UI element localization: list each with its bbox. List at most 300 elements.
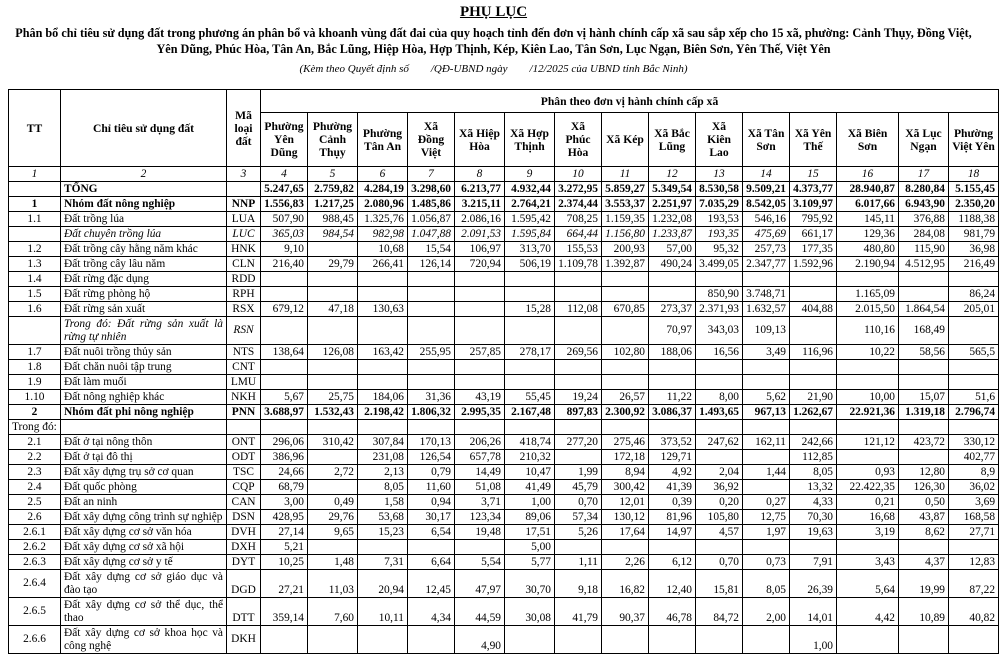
value-cell: 129,36 [837, 227, 899, 242]
row-land-code [227, 182, 261, 197]
row-land-code: DKH [227, 626, 261, 654]
value-cell: 12,80 [899, 465, 949, 480]
value-cell: 28.940,87 [837, 182, 899, 197]
value-cell: 981,79 [949, 227, 999, 242]
value-cell: 15,28 [505, 302, 555, 317]
value-cell: 418,74 [505, 435, 555, 450]
value-cell: 3,43 [837, 555, 899, 570]
value-cell: 404,88 [790, 302, 837, 317]
table-row [9, 375, 999, 390]
row-tt: 2.3 [9, 465, 61, 480]
value-cell: 4.512,95 [899, 257, 949, 272]
value-cell [743, 450, 790, 465]
value-cell: 277,20 [555, 435, 602, 450]
value-cell: 795,92 [790, 212, 837, 227]
value-cell [949, 375, 999, 390]
header-unit: Xã Kép [602, 113, 649, 167]
row-land-code: CAN [227, 495, 261, 510]
value-cell: 0,94 [408, 495, 455, 510]
row-tt: 1.3 [9, 257, 61, 272]
value-cell: 1.165,09 [837, 287, 899, 302]
row-land-code: PNN [227, 405, 261, 420]
value-cell [308, 480, 358, 495]
value-cell: 29,76 [308, 510, 358, 525]
row-indicator: Đất xây dựng cơ sở khoa học và công nghệ [61, 626, 227, 654]
value-cell: 257,73 [743, 242, 790, 257]
value-cell: 112,08 [555, 302, 602, 317]
value-cell [408, 540, 455, 555]
row-indicator: Đất trồng cây lâu năm [61, 257, 227, 272]
value-cell [837, 420, 899, 435]
value-cell [261, 317, 308, 345]
index-cell: 17 [899, 167, 949, 182]
value-cell: 6,54 [408, 525, 455, 540]
value-cell: 313,70 [505, 242, 555, 257]
index-cell: 8 [455, 167, 505, 182]
index-cell: 14 [743, 167, 790, 182]
value-cell: 112,85 [790, 450, 837, 465]
value-cell: 679,12 [261, 302, 308, 317]
value-cell: 163,42 [358, 345, 408, 360]
value-cell [949, 272, 999, 287]
value-cell: 2,00 [743, 598, 790, 626]
value-cell: 3.109,97 [790, 197, 837, 212]
row-indicator: Đất làm muối [61, 375, 227, 390]
header-unit: Xã Lục Ngạn [899, 113, 949, 167]
value-cell: 89,06 [505, 510, 555, 525]
value-cell [649, 287, 696, 302]
value-cell: 3.215,11 [455, 197, 505, 212]
value-cell [790, 287, 837, 302]
value-cell: 10,89 [899, 598, 949, 626]
value-cell: 5.859,27 [602, 182, 649, 197]
value-cell: 4,90 [455, 626, 505, 654]
value-cell [790, 272, 837, 287]
value-cell: 84,72 [696, 598, 743, 626]
value-cell: 168,58 [949, 510, 999, 525]
row-tt: 1.1 [9, 212, 61, 227]
value-cell: 8.530,58 [696, 182, 743, 197]
value-cell: 2.190,94 [837, 257, 899, 272]
header-unit: Phường Tân An [358, 113, 408, 167]
value-cell: 300,42 [602, 480, 649, 495]
value-cell: 1.159,35 [602, 212, 649, 227]
value-cell: 1.493,65 [696, 405, 743, 420]
value-cell: 988,45 [308, 212, 358, 227]
row-tt: 2.2 [9, 450, 61, 465]
value-cell [649, 360, 696, 375]
row-indicator: Đất trồng cây hằng năm khác [61, 242, 227, 257]
value-cell: 7.035,29 [696, 197, 743, 212]
value-cell: 3,69 [949, 495, 999, 510]
value-cell: 3,19 [837, 525, 899, 540]
value-cell [790, 360, 837, 375]
value-cell: 1.595,84 [505, 227, 555, 242]
value-cell [837, 375, 899, 390]
value-cell: 10,68 [358, 242, 408, 257]
value-cell [899, 540, 949, 555]
value-cell: 275,46 [602, 435, 649, 450]
value-cell [837, 272, 899, 287]
value-cell: 2.167,48 [505, 405, 555, 420]
value-cell: 1.485,86 [408, 197, 455, 212]
row-indicator: Đất xây dựng cơ sở y tế [61, 555, 227, 570]
value-cell [649, 375, 696, 390]
value-cell: 5,64 [837, 570, 899, 598]
value-cell: 116,96 [790, 345, 837, 360]
value-cell: 365,03 [261, 227, 308, 242]
row-land-code: ODT [227, 450, 261, 465]
table-row [9, 345, 999, 360]
value-cell: 20,94 [358, 570, 408, 598]
table-row [9, 197, 999, 212]
row-indicator: Trong đó: Đất rừng sản xuất là rừng tự nhiên [61, 317, 227, 345]
value-cell [837, 450, 899, 465]
value-cell: 36,92 [696, 480, 743, 495]
value-cell [455, 540, 505, 555]
value-cell: 242,66 [790, 435, 837, 450]
value-cell [455, 375, 505, 390]
value-cell: 2.796,74 [949, 405, 999, 420]
value-cell: 231,08 [358, 450, 408, 465]
table-row [9, 257, 999, 272]
value-cell: 12,01 [602, 495, 649, 510]
value-cell: 4.284,19 [358, 182, 408, 197]
value-cell: 12,45 [408, 570, 455, 598]
value-cell: 3,49 [743, 345, 790, 360]
table-row [9, 182, 999, 197]
value-cell [261, 420, 308, 435]
document-title: PHỤ LỤC [459, 4, 528, 20]
value-cell: 1,58 [358, 495, 408, 510]
table-row [9, 287, 999, 302]
value-cell: 2.374,44 [555, 197, 602, 212]
value-cell: 4,33 [790, 495, 837, 510]
row-indicator: Đất xây dựng cơ sở văn hóa [61, 525, 227, 540]
value-cell: 86,24 [949, 287, 999, 302]
row-tt: 1 [9, 197, 61, 212]
value-cell: 1.262,67 [790, 405, 837, 420]
value-cell [408, 317, 455, 345]
value-cell: 1,48 [308, 555, 358, 570]
header-code: Mã loại đất [227, 90, 261, 167]
value-cell: 41,49 [505, 480, 555, 495]
value-cell: 2.350,20 [949, 197, 999, 212]
value-cell [555, 420, 602, 435]
value-cell: 3.553,37 [602, 197, 649, 212]
value-cell: 53,68 [358, 510, 408, 525]
value-cell [696, 450, 743, 465]
value-cell: 0,49 [308, 495, 358, 510]
value-cell: 138,64 [261, 345, 308, 360]
table-row [9, 450, 999, 465]
value-cell [408, 360, 455, 375]
value-cell: 8.542,05 [743, 197, 790, 212]
index-cell: 9 [505, 167, 555, 182]
value-cell [308, 287, 358, 302]
header-unit: Xã Phúc Hòa [555, 113, 602, 167]
value-cell [555, 360, 602, 375]
value-cell [505, 317, 555, 345]
header-row-group [9, 90, 999, 113]
value-cell [308, 540, 358, 555]
value-cell: 193,35 [696, 227, 743, 242]
value-cell: 145,11 [837, 212, 899, 227]
value-cell: 19,63 [790, 525, 837, 540]
value-cell: 16,56 [696, 345, 743, 360]
table-row [9, 570, 999, 598]
index-cell: 16 [837, 167, 899, 182]
value-cell [649, 626, 696, 654]
value-cell [505, 360, 555, 375]
value-cell: 8.280,84 [899, 182, 949, 197]
header-unit: Xã Hợp Thịnh [505, 113, 555, 167]
value-cell: 373,52 [649, 435, 696, 450]
value-cell: 307,84 [358, 435, 408, 450]
document-subtitle: Phân bổ chỉ tiêu sử dụng đất trong phương án phân bổ và khoanh vùng đất đai của quy hoạch tỉnh đến đơn vị hành chính cấp xã sau sắp xếp cho 15 xã, phường: Cảnh Thụy, Đồng Việt, Yên Dũng, Phúc Hòa, Tân An, Bắc Lũng, Hiệp Hòa, Hợp Thịnh, Kép, Kiên Lao, Tân Sơn, Lục Ngạn, Biên Sơn, Yên Thế, Việt Yên [15, 26, 972, 56]
row-land-code: NTS [227, 345, 261, 360]
value-cell: 6,12 [649, 555, 696, 570]
row-land-code: DYT [227, 555, 261, 570]
row-indicator: Đất rừng phòng hộ [61, 287, 227, 302]
value-cell: 376,88 [899, 212, 949, 227]
value-cell: 5,26 [555, 525, 602, 540]
value-cell [696, 626, 743, 654]
value-cell: 2.091,53 [455, 227, 505, 242]
value-cell: 40,82 [949, 598, 999, 626]
value-cell [505, 626, 555, 654]
value-cell: 24,66 [261, 465, 308, 480]
value-cell [408, 287, 455, 302]
value-cell [455, 420, 505, 435]
value-cell: 0,70 [696, 555, 743, 570]
value-cell [261, 626, 308, 654]
value-cell: 172,18 [602, 450, 649, 465]
value-cell: 5,62 [743, 390, 790, 405]
value-cell [455, 317, 505, 345]
value-cell: 216,49 [949, 257, 999, 272]
value-cell [899, 626, 949, 654]
value-cell: 27,21 [261, 570, 308, 598]
value-cell: 984,54 [308, 227, 358, 242]
value-cell [408, 272, 455, 287]
value-cell: 5.349,54 [649, 182, 696, 197]
row-land-code: CLN [227, 257, 261, 272]
value-cell: 0,20 [696, 495, 743, 510]
header-unit: Xã Bắc Lũng [649, 113, 696, 167]
value-cell [602, 626, 649, 654]
value-cell [455, 302, 505, 317]
value-cell: 123,34 [455, 510, 505, 525]
row-tt: 1.2 [9, 242, 61, 257]
value-cell: 1,44 [743, 465, 790, 480]
index-cell: 1 [9, 167, 61, 182]
value-cell: 2.347,77 [743, 257, 790, 272]
row-indicator: Đất xây dựng cơ sở xã hội [61, 540, 227, 555]
value-cell [696, 360, 743, 375]
value-cell [358, 626, 408, 654]
index-cell: 13 [696, 167, 743, 182]
value-cell: 177,35 [790, 242, 837, 257]
value-cell: 115,90 [899, 242, 949, 257]
value-cell: 47,97 [455, 570, 505, 598]
row-tt: 2.5 [9, 495, 61, 510]
index-row [9, 167, 999, 182]
row-land-code: NKH [227, 390, 261, 405]
value-cell: 210,32 [505, 450, 555, 465]
value-cell [358, 272, 408, 287]
value-cell: 110,16 [837, 317, 899, 345]
value-cell [949, 420, 999, 435]
table-row [9, 272, 999, 287]
row-tt: 2.6.2 [9, 540, 61, 555]
value-cell [949, 540, 999, 555]
row-indicator: Đất xây dựng công trình sự nghiệp [61, 510, 227, 525]
row-indicator: Đất rừng sản xuất [61, 302, 227, 317]
table-row [9, 465, 999, 480]
row-tt: 1.7 [9, 345, 61, 360]
value-cell [358, 540, 408, 555]
value-cell: 26,39 [790, 570, 837, 598]
value-cell: 6.213,77 [455, 182, 505, 197]
value-cell: 10,00 [837, 390, 899, 405]
row-land-code: LUA [227, 212, 261, 227]
value-cell: 27,71 [949, 525, 999, 540]
value-cell: 205,01 [949, 302, 999, 317]
value-cell: 1.392,87 [602, 257, 649, 272]
value-cell: 13,32 [790, 480, 837, 495]
value-cell: 44,59 [455, 598, 505, 626]
value-cell: 3.499,05 [696, 257, 743, 272]
value-cell [837, 360, 899, 375]
value-cell: 1.217,25 [308, 197, 358, 212]
index-cell: 11 [602, 167, 649, 182]
row-tt: 1.5 [9, 287, 61, 302]
row-land-code: HNK [227, 242, 261, 257]
value-cell: 343,03 [696, 317, 743, 345]
value-cell: 4,37 [899, 555, 949, 570]
header-indicator: Chỉ tiêu sử dụng đất [61, 90, 227, 167]
value-cell [358, 375, 408, 390]
value-cell: 14,49 [455, 465, 505, 480]
value-cell: 2.759,82 [308, 182, 358, 197]
value-cell [743, 540, 790, 555]
value-cell [555, 287, 602, 302]
value-cell [790, 375, 837, 390]
value-cell: 507,90 [261, 212, 308, 227]
value-cell [743, 360, 790, 375]
value-cell: 184,06 [358, 390, 408, 405]
document-page [0, 3, 996, 652]
row-land-code: LMU [227, 375, 261, 390]
value-cell: 30,17 [408, 510, 455, 525]
value-cell [555, 272, 602, 287]
row-tt: 2.6.1 [9, 525, 61, 540]
header-unit: Xã Tân Sơn [743, 113, 790, 167]
value-cell: 284,08 [899, 227, 949, 242]
index-cell: 5 [308, 167, 358, 182]
row-indicator: TỔNG [61, 182, 227, 197]
value-cell: 109,13 [743, 317, 790, 345]
value-cell: 850,90 [696, 287, 743, 302]
value-cell: 4.373,77 [790, 182, 837, 197]
value-cell: 982,98 [358, 227, 408, 242]
row-land-code: RSX [227, 302, 261, 317]
value-cell: 193,53 [696, 212, 743, 227]
value-cell: 9,18 [555, 570, 602, 598]
value-cell: 106,97 [455, 242, 505, 257]
value-cell [358, 420, 408, 435]
value-cell [408, 375, 455, 390]
value-cell [696, 420, 743, 435]
value-cell: 36,98 [949, 242, 999, 257]
value-cell: 10,25 [261, 555, 308, 570]
value-cell: 16,82 [602, 570, 649, 598]
value-cell [602, 287, 649, 302]
value-cell: 11,03 [308, 570, 358, 598]
value-cell: 1,00 [790, 626, 837, 654]
value-cell: 247,62 [696, 435, 743, 450]
value-cell [261, 375, 308, 390]
value-cell: 1,00 [505, 495, 555, 510]
row-indicator: Đất xây dựng trụ sở cơ quan [61, 465, 227, 480]
value-cell [949, 317, 999, 345]
value-cell [949, 626, 999, 654]
value-cell: 8,05 [790, 465, 837, 480]
index-cell: 15 [790, 167, 837, 182]
value-cell [743, 420, 790, 435]
table-row [9, 435, 999, 450]
value-cell: 22.921,36 [837, 405, 899, 420]
value-cell [696, 272, 743, 287]
value-cell [555, 450, 602, 465]
value-cell: 10,47 [505, 465, 555, 480]
value-cell [308, 626, 358, 654]
value-cell: 5,00 [505, 540, 555, 555]
value-cell [261, 360, 308, 375]
value-cell [308, 375, 358, 390]
value-cell [602, 272, 649, 287]
header-unit: Xã Biên Sơn [837, 113, 899, 167]
table-row [9, 390, 999, 405]
value-cell [555, 375, 602, 390]
row-indicator: Đất quốc phòng [61, 480, 227, 495]
value-cell: 4.932,44 [505, 182, 555, 197]
table-row [9, 405, 999, 420]
value-cell: 130,63 [358, 302, 408, 317]
value-cell: 206,26 [455, 435, 505, 450]
value-cell: 168,49 [899, 317, 949, 345]
value-cell: 8,62 [899, 525, 949, 540]
value-cell [696, 540, 743, 555]
value-cell: 402,77 [949, 450, 999, 465]
row-tt: 1.4 [9, 272, 61, 287]
value-cell: 130,12 [602, 510, 649, 525]
value-cell: 255,95 [408, 345, 455, 360]
value-cell [899, 272, 949, 287]
value-cell: 2,04 [696, 465, 743, 480]
table-row [9, 360, 999, 375]
value-cell: 30,08 [505, 598, 555, 626]
row-tt: 2.6 [9, 510, 61, 525]
value-cell: 25,75 [308, 390, 358, 405]
value-cell: 15,23 [358, 525, 408, 540]
value-cell: 546,16 [743, 212, 790, 227]
row-land-code: CNT [227, 360, 261, 375]
row-indicator: Đất chuyên trồng lúa [61, 227, 227, 242]
value-cell: 266,41 [358, 257, 408, 272]
value-cell: 19,48 [455, 525, 505, 540]
